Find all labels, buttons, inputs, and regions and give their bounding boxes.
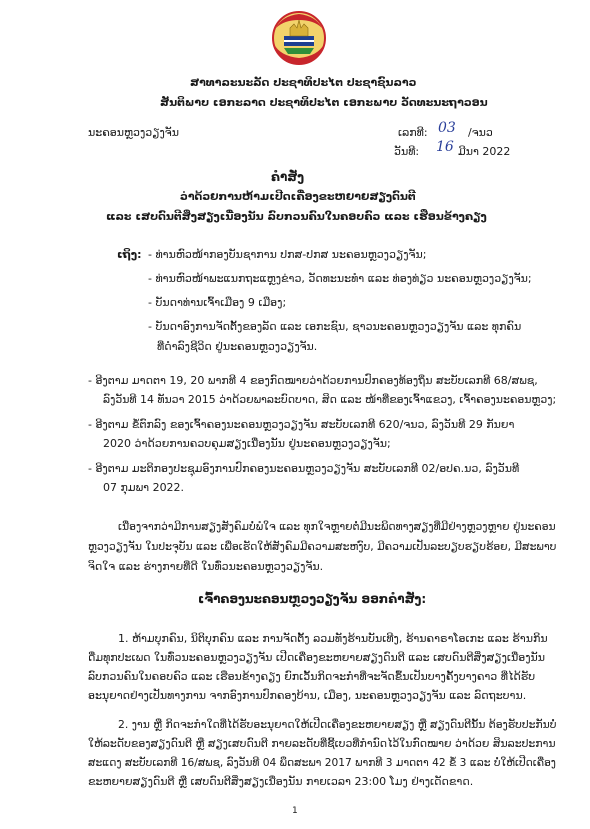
page-number: 1 bbox=[292, 806, 298, 816]
reference-item-line: 2020 ວ່າດ້ວຍການຄວບຄຸມສຽງເນື່ອງນັນ ຢູ່ນະຄອນຫຼວງວຽງຈັນ; bbox=[103, 437, 391, 450]
clause-line: 2. ງານ ຫຼື ກິດຈະກຳໃດທີ່ໄດ້ຮັບອະນຸຍາດໃຫ້ເປີດເຄື່ອງຂະຫຍາຍສຽງ ຫຼື ສຽງດົນຕີນັ້ນ ຕ້ອງຮັບປະກັນບໍ່ bbox=[118, 718, 557, 731]
document-date-handwritten: 16 bbox=[436, 139, 454, 155]
document-date-suffix: ມີນາ 2022 bbox=[458, 145, 511, 158]
clause-line: ໃຫ້ລະດັບຂອງສຽງດົນຕີ ຫຼື ສຽງເສບດົນຕີ ກາຍລະດັບທີ່ຊີ້ເບວທີ່ກຳນົດໄວ້ໃນກົດໝາຍ ວ່າດ້ວຍ ສິນລະປະການ bbox=[88, 737, 556, 750]
preamble-line: ຫຼວງວຽງຈັນ ໃນປະຈຸບັນ ແລະ ເພື່ອເຮັດໃຫ້ສັງຄົມມີຄວາມສະຫງົບ, ມີຄວາມເປັນລະບຽບຮຽບຮ້ອຍ, ມີສະພາບ bbox=[88, 540, 557, 553]
national-motto: ສັນຕິພາບ ເອກະລາດ ປະຊາທິປະໄຕ ເອກະພາບ ວັດທະນະຖາວອນ bbox=[160, 96, 488, 109]
clause-line: ດື່ມທຸກປະເພດ ໃນທົ່ວນະຄອນຫຼວງວຽງຈັນ ເປີດເຄື່ອງຂະຫຍາຍສຽງດົນຕີ ແລະ ເສບດົນຕີສິ່ງສຽງເນື່ອງນັນ bbox=[88, 651, 546, 664]
document-date-label: ວັນທີ: bbox=[394, 145, 420, 158]
clause-line: ລົບກວນຄົນໃນຄອບຄົວ ແລະ ເຮືອນຂ້າງຄຽງ ຍົກເວັ້ນກິດຈະກຳທີ່ຈະຈັດຂຶ້ນເປັນບາງຄັ້ງບາງຄາວ ທີ່ໄດ້ຮັບ bbox=[88, 670, 536, 683]
recipient-item: - ບັນດາອົງການຈັດຕັ້ງຂອງລັດ ແລະ ເອກະຊົນ, ຊາວນະຄອນຫຼວງວຽງຈັນ ແລະ ທຸກຄົນ bbox=[148, 320, 522, 333]
recipient-item: ທີ່ດຳລົງຊີວິດ ຢູ່ນະຄອນຫຼວງວຽງຈັນ. bbox=[157, 340, 318, 353]
preamble-line: ເນື່ອງຈາກວ່າມີການສຽງສັງຄົມບໍ່ພໍໃຈ ແລະ ທຸກໃຈຫຼາຍຕໍ່ມີນະພິດທາງສຽງທີ່ມີຢ່າງຫຼວງຫຼາຍ ຢູ່ນະຄອນ bbox=[118, 520, 556, 533]
reference-item-line: - ອີງຕາມ ມາດຕາ 19, 20 ພາກທີ 4 ຂອງກົດໝາຍວ່າດ້ວຍການປົກຄອງທ້ອງຖິ່ນ ສະບັບເລກທີ 68/ສພຊ, bbox=[88, 374, 538, 387]
recipients-label: ເຖິງ: bbox=[117, 248, 142, 261]
order-heading: ເຈົ້າຄອງນະຄອນຫຼວງວຽງຈັນ ອອກຄຳສັ່ງ: bbox=[198, 592, 427, 606]
order-title: ຄໍາສັ່ງ bbox=[271, 170, 305, 184]
clause-line: ສະແດງ ສະບັບເລກທີ 16/ສພຊ, ລົງວັນທີ 04 ພຶດສະພາ 2017 ພາກທີ 3 ມາດຕາ 42 ຂໍ້ 3 ແລະ ບໍ່ໃຫ້ເປີດເຄື່ອງ bbox=[88, 756, 556, 769]
document-number-label: ເລກທີ: bbox=[398, 126, 428, 139]
order-subject-line-1: ວ່າດ້ວຍການຫ້າມເປີດເຄື່ອງຂະຫຍາຍສຽງດົນຕີ bbox=[180, 190, 416, 203]
recipient-item: - ບັນດາທ່ານເຈົ້າເມືອງ 9 ເມືອງ; bbox=[148, 296, 287, 309]
order-subject-line-2: ແລະ ເສບດົນຕີສິ່ງສຽງເນື່ອງນັນ ລົບກວນຄົນໃນຄອບຄົວ ແລະ ເຮືອນຂ້າງຄຽງ bbox=[106, 210, 487, 223]
document-number-suffix: /ຈນວ bbox=[468, 126, 493, 139]
reference-item-line: 07 ກຸມພາ 2022. bbox=[103, 481, 185, 494]
national-emblem-icon bbox=[270, 10, 328, 66]
clause-line: ຂະຫຍາຍສຽງດົນຕີ ຫຼື ເສບດົນຕີສິ່ງສຽງເນື່ອງນັນ ກາຍເວລາ 23:00 ໂມງ ຢ່າງເດັດຂາດ. bbox=[88, 775, 474, 788]
issuing-authority: ນະຄອນຫຼວງວຽງຈັນ bbox=[88, 126, 179, 139]
recipient-item: - ທ່ານຫົວໜ້າກອງບັນຊາການ ປກສ-ປກສ ນະຄອນຫຼວງວຽງຈັນ; bbox=[148, 248, 427, 261]
reference-item-line: - ອີງຕາມ ຂໍ້ຕົກລົງ ຂອງເຈົ້າຄອງນະຄອນຫຼວງວຽງຈັນ ສະບັບເລກທີ 620/ຈນວ, ລົງວັນທີ 29 ກັນຍາ bbox=[88, 418, 515, 431]
recipient-item: - ທ່ານຫົວໜ້າພະແນກຖະແຫຼງຂ່າວ, ວັດທະນະທຳ ແລະ ທ່ອງທ່ຽວ ນະຄອນຫຼວງວຽງຈັນ; bbox=[148, 272, 532, 285]
clause-line: ອະນຸຍາດຢ່າງເປັນທາງການ ຈາກອົງການປົກຄອງບ້ານ, ເມືອງ, ນະຄອນຫຼວງວຽງຈັນ ແລະ ລົດຖະບານ. bbox=[88, 689, 527, 702]
reference-item-line: - ອີງຕາມ ມະຕິກອງປະຊຸມອົງການປົກຄອງນະຄອນຫຼວງວຽງຈັນ ສະບັບເລກທີ 02/ອປຄ.ນວ, ລົງວັນທີ bbox=[88, 462, 520, 475]
preamble-line: ຈິດໃຈ ແລະ ຮ່າງກາຍທີ່ດີ ໃນທົ່ວນະຄອນຫຼວງວຽງຈັນ. bbox=[88, 560, 324, 573]
republic-name: ສາທາລະນະລັດ ປະຊາທິປະໄຕ ປະຊາຊົນລາວ bbox=[190, 76, 417, 89]
clause-line: 1. ຫ້າມບຸກຄົນ, ນິຕິບຸກຄົນ ແລະ ການຈັດຕັ້ງ ລວມທັງຮ້ານບັນເທີງ, ຮ້ານຄາຣາໂອເກະ ແລະ ຮ້ານກິນ bbox=[118, 632, 548, 645]
document-number-handwritten: 03 bbox=[438, 120, 456, 136]
reference-item-line: ລົງວັນທີ 14 ທັນວາ 2015 ວ່າດ້ວຍພາລະບົດບາດ, ສິດ ແລະ ໜ້າທີ່ຂອງເຈົ້າແຂວງ, ເຈົ້າຄອງນະຄອນຫຼວງ; bbox=[103, 393, 557, 406]
